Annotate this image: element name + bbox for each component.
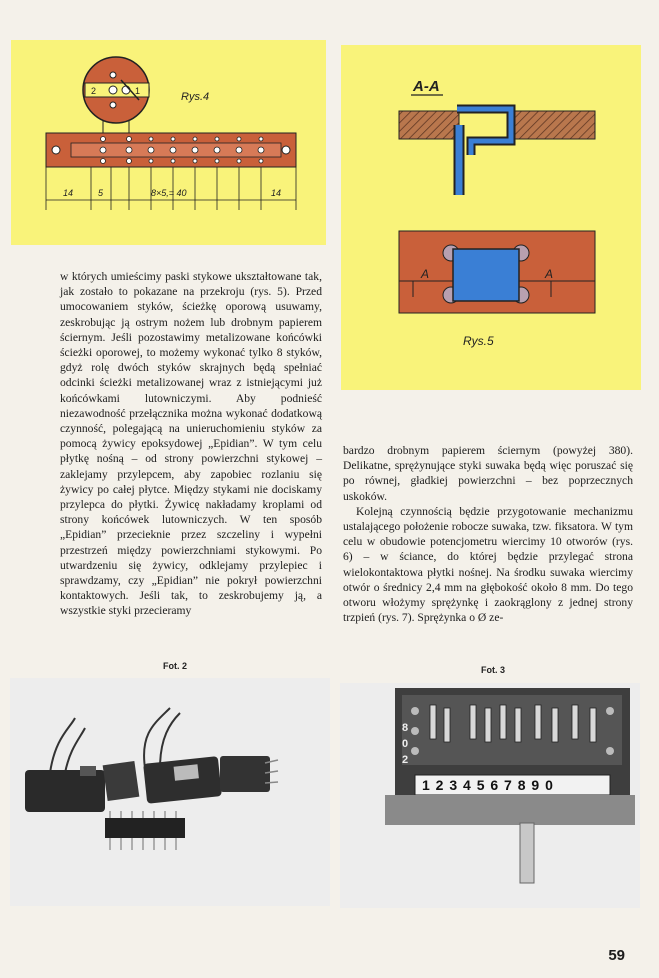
left-text-column xyxy=(60,269,322,619)
rys4-label: Rys.4 xyxy=(181,91,210,103)
fot3-side-digit-2: 0 xyxy=(402,738,409,750)
zoom-label-2: 2 xyxy=(91,86,97,96)
dim-5: 5 xyxy=(98,188,104,198)
rys5-drawing xyxy=(341,45,641,390)
caption-fot3: Fot. 3 xyxy=(481,665,505,675)
photo-fot3-potentiometer xyxy=(340,683,640,908)
caption-fot2: Fot. 2 xyxy=(163,661,187,671)
fot2-illustration xyxy=(10,678,330,906)
fot3-scale-digits: 1 2 3 4 5 6 7 8 9 0 xyxy=(422,777,554,793)
fot3-illustration xyxy=(340,683,640,908)
dim-8x5: 8×5,= 40 xyxy=(151,188,187,198)
fot3-side-digit-1: 8 xyxy=(402,722,409,734)
right-paragraph-2: Kolejną czynnością będzie przygotowanie mechanizmu ustalającego położenie robocze suwaka, tzw. fiksatora. W tym celu w obudowie potencjometru wiercimy 10 otworów (rys. 6) – w ściance, do której będzie przylegać strona wielokontaktowa płytki nośnej. Na środku suwaka wiercimy otwór o średnicy 2,4 mm na głębokość około 8 mm. Do tego otworu włożymy sprężynkę i zaokrąglony z jednej strony trzpień (rys. 7). Sprężynka o Ø ze- xyxy=(343,504,633,625)
section-title: A-A xyxy=(413,78,440,95)
rys4-drawing xyxy=(11,40,326,245)
section-mark-right: A xyxy=(545,267,554,281)
figure-rys4 xyxy=(11,40,326,245)
page-number: 59 xyxy=(608,947,625,964)
left-paragraph-1: w których umieścimy paski stykowe ukształtowane tak, jak zostało to pokazane na przekroju (rys. 5). Przed umocowaniem styków, ścieżkę oporową usuwamy, zeskrobując ją ostrym nożem lub drobnym papierem ściernym. Jeśli pozostawimy metalizowane końcówki ścieżki oporowej, to możemy wykonać tylko 8 styków, gdyż rolę dwóch styków skrajnych będą spełniać odcinki ścieżki metalizowanej wraz z istniejącymi już końcówkami lutowniczymi. Aby podnieść niezawodność przełącznika można wykonać dodatkową czynność, polegającą na unieruchomieniu styków za pomocą żywicy epoksydowej „Epidian”. W tym celu płytkę nośną – od strony powierzchni stykowej – zaklejamy przylepcem, aby zapobiec rozlaniu się żywicy po całej płytce. Między stykami nie dociskamy przylepca do płytki. Żywicę nakładamy kroplami od strony końcówek lutowniczych. W ten sposób „Epidian” przecieknie przez szczeliny i wypełni przestrzeń między powierzchniami stykowymi. Po utwardzeniu się żywicy, odklejamy przylepiec i sprawdzamy, czy „Epidian” nie pokrył powierzchni kontaktowych. Jeśli tak, to zeskrobujemy ją, a wszystkie styki przecieramy xyxy=(60,270,322,618)
rys5-label: Rys.5 xyxy=(463,334,494,348)
section-mark-left: A xyxy=(421,267,430,281)
right-text-column xyxy=(343,443,633,625)
right-paragraph-1: bardzo drobnym papierem ściernym (powyżej 380). Delikatne, sprężynujące styki suwaka będą więc poruszać się po równej, gładkiej powierzchni – bez poprzecznych uskoków. xyxy=(343,444,633,503)
zoom-label-1: 1 xyxy=(135,86,141,96)
dim-14-right: 14 xyxy=(271,188,282,198)
photo-fot2-switches xyxy=(10,678,330,906)
figure-rys5 xyxy=(341,45,641,390)
fot3-side-digit-3: 2 xyxy=(402,754,409,766)
dim-14-left: 14 xyxy=(63,188,74,198)
